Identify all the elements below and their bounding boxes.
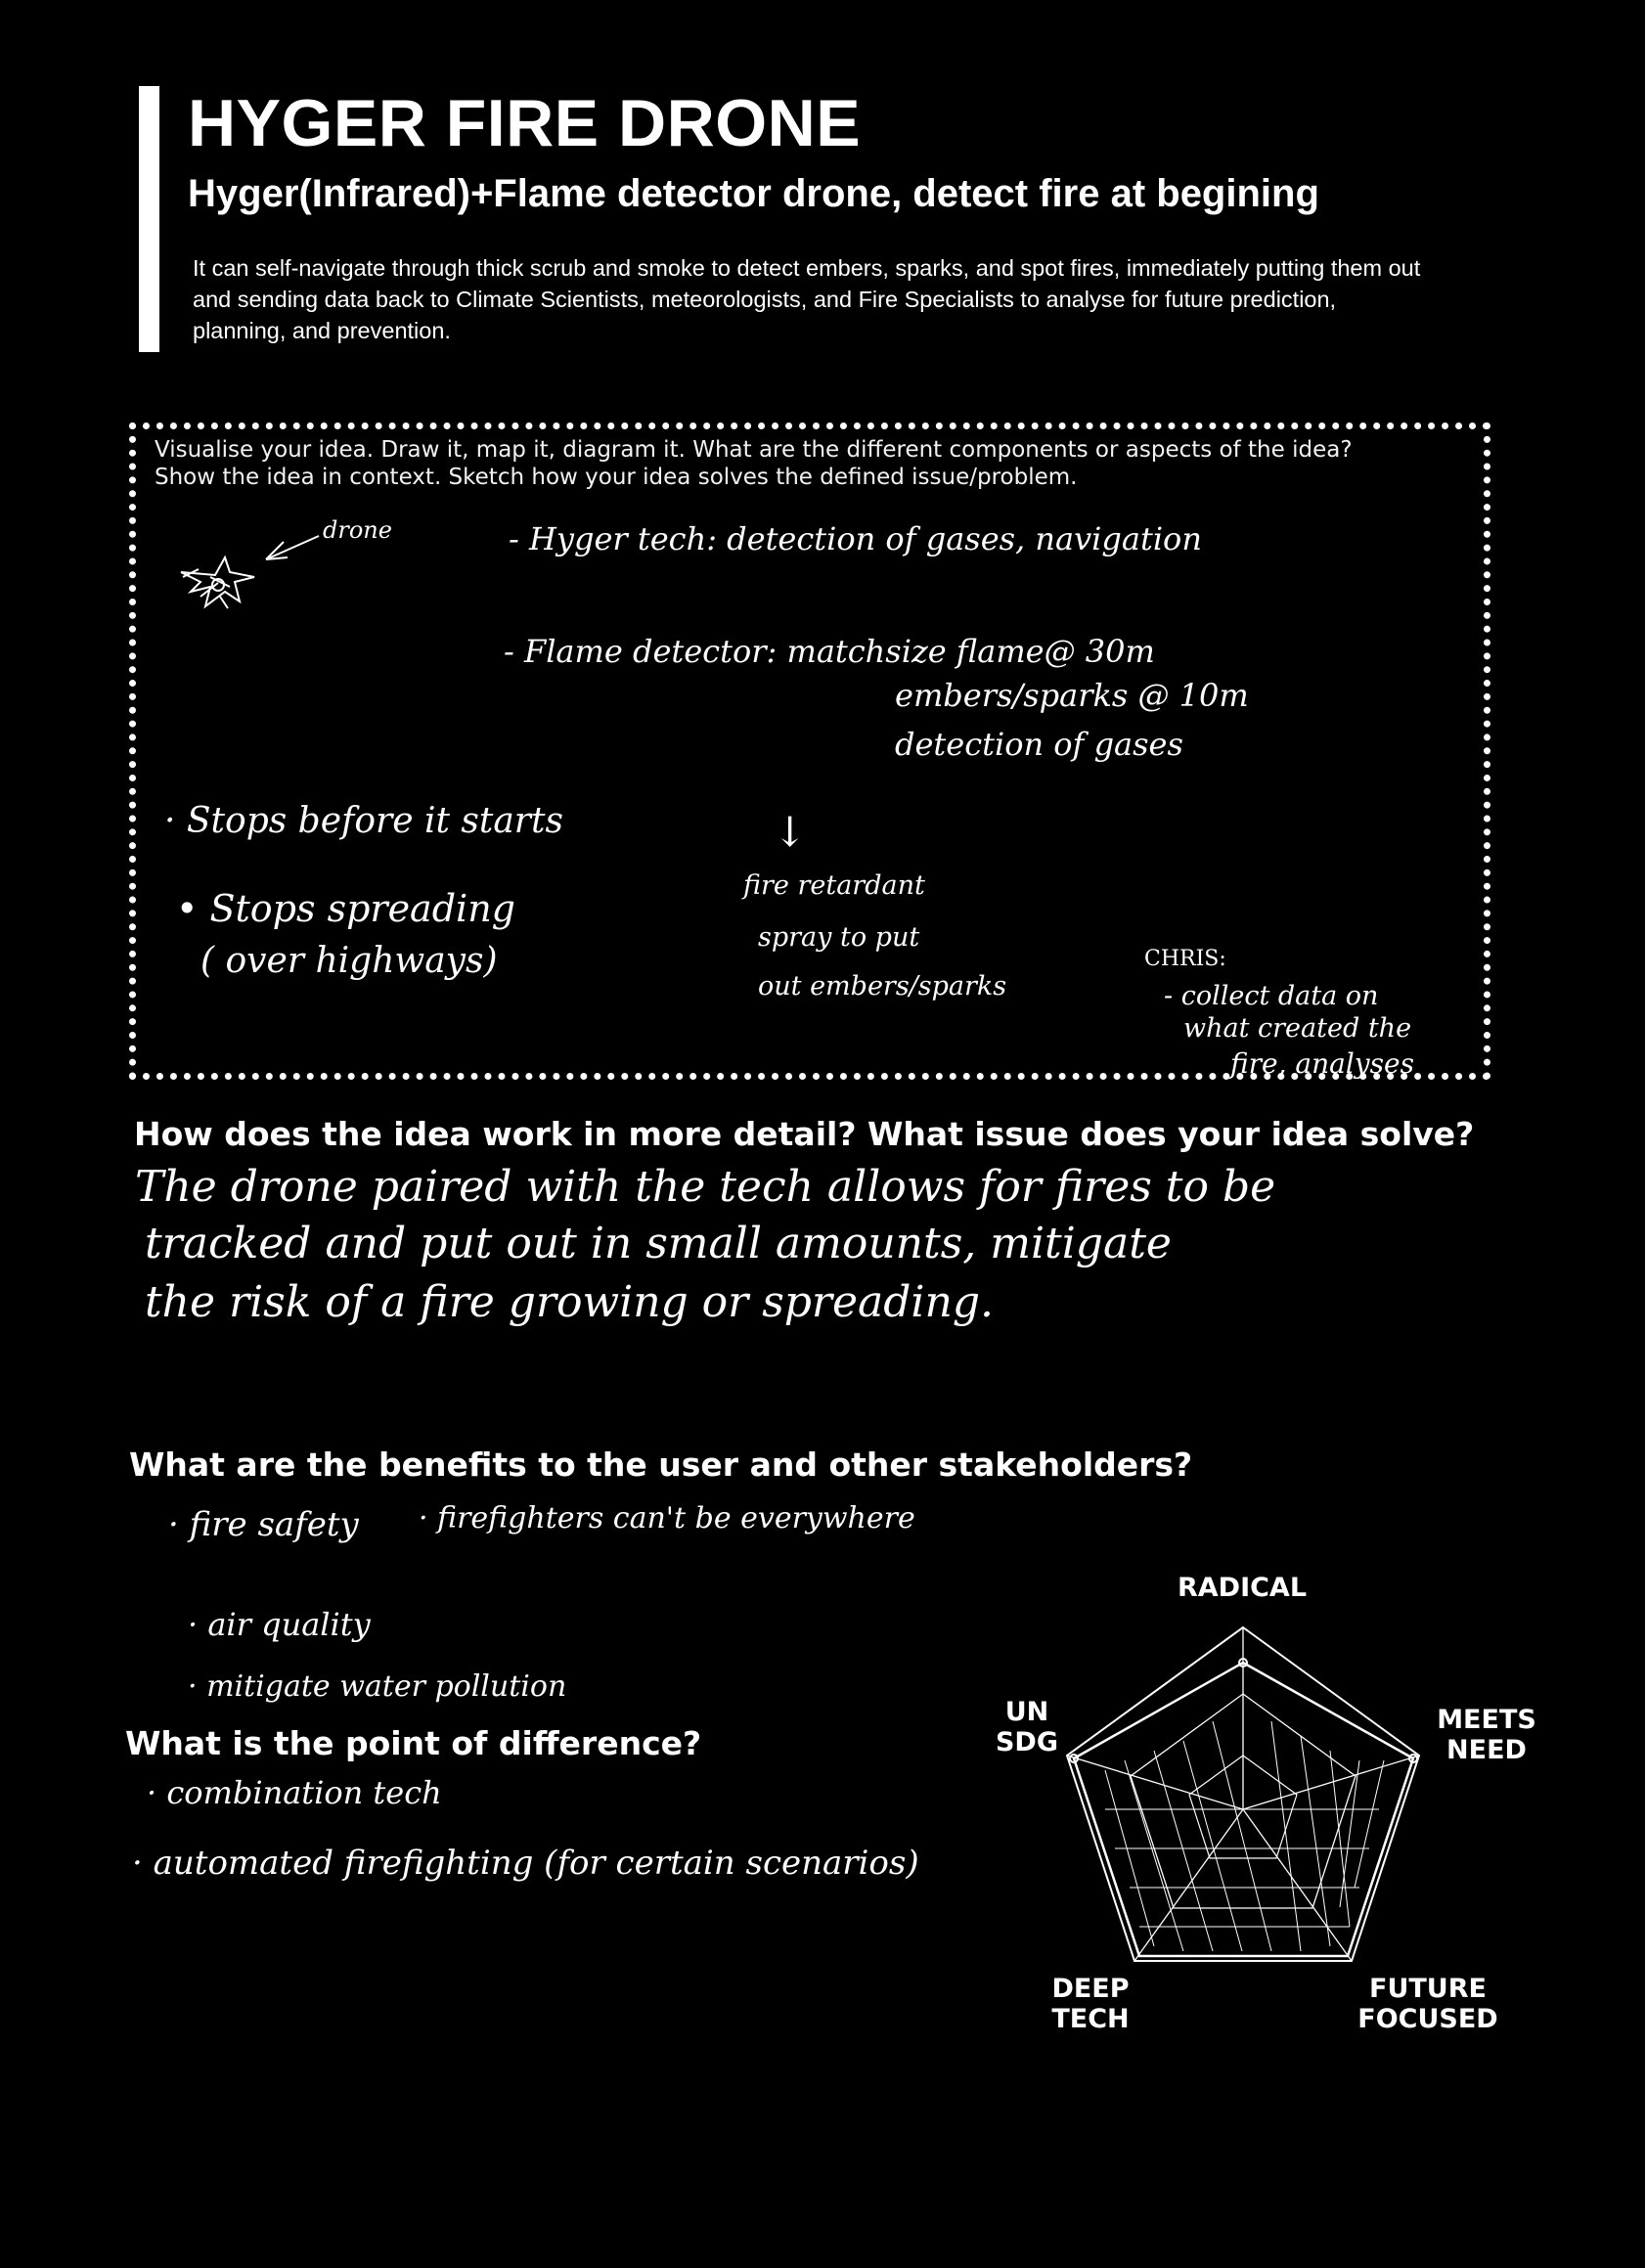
drone-label: drone [323, 516, 392, 544]
detail-answer-line-3: the risk of a fire growing or spreading. [145, 1277, 994, 1327]
difference-item-automated: · automated firefighting (for certain scenarios) [132, 1844, 919, 1883]
radar-label-sdg: SDG [995, 1727, 1059, 1757]
chris-note-1: CHRIS: [1144, 947, 1226, 971]
page-title: HYGER FIRE DRONE [188, 86, 862, 160]
sketch-prompt-line-1: Visualise your idea. Draw it, map it, diagram it. What are the different components or aspects of the idea? [155, 437, 1353, 463]
radar-label-deep-tech [1032, 1974, 1149, 2034]
radar-label-deep: DEEP [1051, 1974, 1130, 2004]
gases-note: detection of gases [895, 726, 1183, 763]
radar-label-meets: MEETS [1437, 1705, 1536, 1735]
stops-spreading-note: • Stops spreading [176, 887, 515, 930]
retardant-note-1: fire retardant [743, 870, 925, 901]
radar-label-tech: TECH [1051, 2004, 1130, 2034]
radar-label-need: NEED [1446, 1735, 1527, 1765]
page-subtitle: Hyger(Infrared)+Flame detector drone, detect fire at begining [188, 172, 1319, 215]
detail-answer-line-2: tracked and put out in small amounts, mitigate [145, 1219, 1172, 1268]
radar-label-meets-need [1423, 1705, 1550, 1765]
chris-note-3: what created the [1183, 1013, 1412, 1044]
hyger-tech-note: - Hyger tech: detection of gases, navigation [509, 520, 1202, 557]
sketch-prompt [155, 436, 1353, 491]
highways-note: ( over highways) [200, 941, 498, 981]
stops-before-note: · Stops before it starts [164, 801, 563, 841]
benefits-question: What are the benefits to the user and other stakeholders? [129, 1445, 1193, 1484]
embers-note: embers/sparks @ 10m [895, 677, 1249, 714]
flame-detector-note: - Flame detector: matchsize flame@ 30m [504, 633, 1155, 670]
title-accent-bar [139, 86, 159, 352]
radar-label-un: UN [1004, 1697, 1049, 1727]
benefit-item-fire-safety: · fire safety [168, 1505, 359, 1544]
benefit-item-firefighters: · firefighters can't be everywhere [419, 1501, 915, 1535]
sketch-prompt-line-2: Show the idea in context. Sketch how your idea solves the defined issue/problem. [155, 465, 1078, 490]
benefit-item-water-pollution: · mitigate water pollution [188, 1669, 567, 1704]
detail-question: How does the idea work in more detail? What issue does your idea solve? [134, 1115, 1475, 1153]
benefit-item-air-quality: · air quality [188, 1606, 371, 1643]
radar-label-radical: RADICAL [1177, 1573, 1308, 1603]
chris-note-4: fire, analyses [1230, 1047, 1414, 1080]
retardant-note-2: spray to put [758, 922, 920, 953]
intro-paragraph: It can self-navigate through thick scrub and smoke to detect embers, sparks, and spot fires, immediately putting them out and sending data back to Climate Scientists, meteorologists, and Fire Specialists to analyse for future prediction, planning, and prevention. [193, 255, 1421, 343]
retardant-note-3: out embers/sparks [758, 971, 1007, 1001]
radar-label-future: FUTURE [1369, 1974, 1487, 2004]
chris-note-2: - collect data on [1164, 981, 1379, 1011]
drone-arrow-icon [262, 528, 323, 567]
radar-label-focused: FOCUSED [1357, 2004, 1498, 2034]
down-arrow-icon: ↓ [773, 808, 808, 856]
radar-chart [1046, 1614, 1438, 1995]
detail-answer-line-1: The drone paired with the tech allows for fires to be [135, 1162, 1276, 1212]
radar-label-un-sdg [983, 1697, 1071, 1757]
radar-label-future-focused [1345, 1974, 1511, 2034]
difference-question: What is the point of difference? [125, 1724, 702, 1762]
difference-item-combination: · combination tech [147, 1774, 442, 1811]
